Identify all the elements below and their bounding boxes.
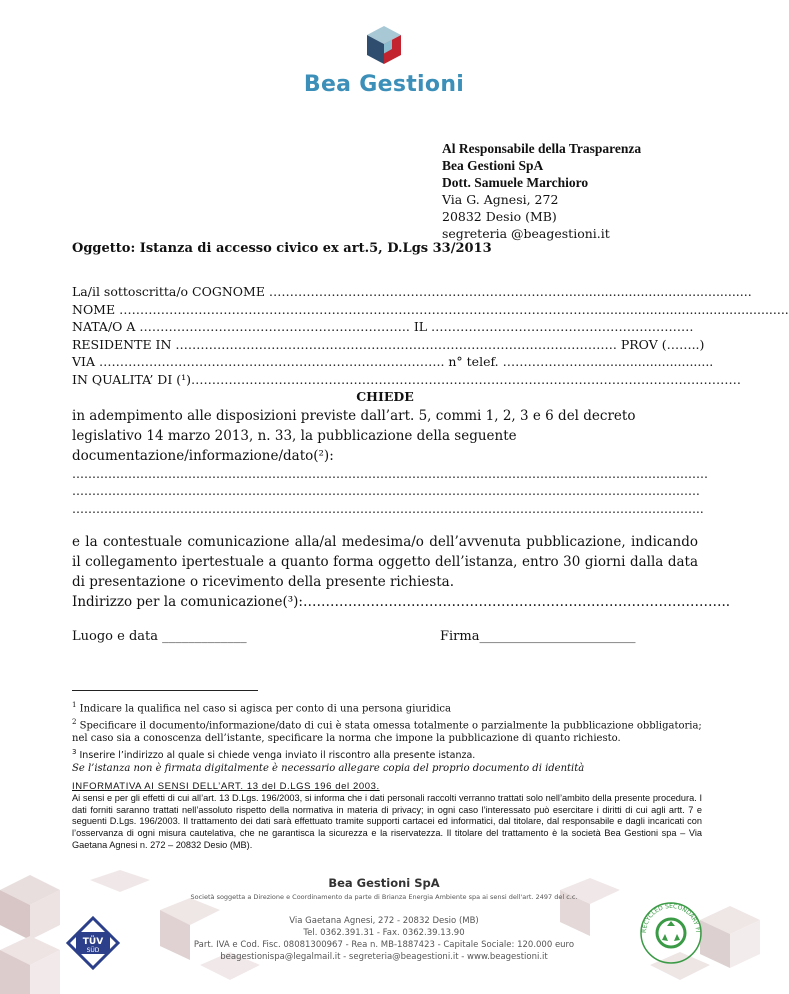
- dotted-line: …………………………………………………………………………………………………………………………………………..: [72, 501, 704, 516]
- qualita-field: IN QUALITA’ DI (¹)……………………………………………………………………………………………………………………: [72, 371, 742, 387]
- comunicazione-paragraph: [72, 532, 731, 612]
- applicant-form: [72, 283, 789, 518]
- privacy-title: INFORMATIVA AI SENSI DELL’ART. 13 del D.LGS 196 del 2003.: [72, 781, 380, 792]
- firma-field: Firma________________________: [440, 629, 636, 644]
- residente-field: RESIDENTE IN ……………………………………………………………………………………………. PROV (……..): [72, 336, 705, 352]
- comunicazione-text: e la contestuale comunicazione alla/al medesima/o dell’avvenuta pubblicazione, indicando il collegamento ipertestuale a quanto forma oggetto dell’istanza, entro 30 giorni dalla data di presentazione o ricevimento della presente richiesta.: [72, 534, 698, 590]
- nata-field: NATA/O A ……………………………………………………….. IL ………………………………………………………: [72, 319, 694, 334]
- indirizzo-field: Indirizzo per la comunicazione(³):…………………………………………………………………………………..: [72, 594, 731, 610]
- svg-text:RECYCLED SECONDARY FIBRES: RECYCLED SECONDARY FI: [640, 903, 702, 934]
- svg-text:TÜV: TÜV: [82, 937, 104, 947]
- privacy-text: Ai sensi e per gli effetti di cui all’art. 13 D.Lgs. 196/2003, si informa che i dati personali raccolti verranno trattati solo nell’ambito della presente procedura. I dati forniti saranno trattati nell’assoluto rispetto della normativa in materia di privacy; in ogni caso l’interessato può esercitare i diritti di cui agli artt. 7 e seguenti D.Lgs. 196/2003. Il trattamento dei dati sarà effettuato tramite supporti cartacei ed informatici, dal titolare, dal responsabile e dagli incaricati con l’osservanza di ogni misura cautelativa, che ne garantisca la sicurezza e la riservatezza. Il titolare del trattamento è la società Bea Gestioni spa – Via Gaetana Agnesi n. 272 – 20832 Desio (MB).: [72, 792, 702, 850]
- footer-company: Bea Gestioni SpA: [328, 876, 440, 890]
- company-logo: [0, 24, 768, 97]
- footnote-2: $^2$ Specificare il documento/informazione/dato di cui è stata omessa totalmente o parzialmente la pubblicazione obbligatoria; nel caso sia a conoscenza dell’istante, specificare la norma che impone la pubblicazione di quanto richiesto.: [72, 717, 702, 745]
- dotted-line: ……………………………………………………………………………………………………………………………………………: [72, 466, 708, 481]
- svg-text:SÜD: SÜD: [86, 947, 100, 954]
- via-field: VIA ……………………………………………………………………….. n° telef. …………………...............................: [72, 354, 714, 369]
- footnote-divider: [72, 690, 258, 691]
- nome-field: NOME …………………………………………………………………………………………………….................................................: [72, 301, 789, 317]
- footnotes: [72, 699, 702, 775]
- chiede-heading: CHIEDE: [356, 389, 414, 404]
- recipient-line: Al Responsabile della Trasparenza: [442, 141, 642, 156]
- chiede-paragraph: in adempimento alle disposizioni previste dall’art. 5, commi 1, 2, 3 e 6 del decreto legislativo 14 marzo 2013, n. 33, la pubblicazione della seguente documentazione/informazione/dato(²):: [72, 407, 636, 464]
- recipient-line: Dott. Samuele Marchioro: [442, 175, 589, 190]
- recipient-line: 20832 Desio (MB): [442, 209, 557, 224]
- recipient-email: segreteria @beagestioni.it: [442, 226, 610, 241]
- dotted-line: ………………………………………………………………………………………………………………………………………….: [72, 484, 700, 498]
- letterhead-footer: [0, 870, 768, 994]
- recipient-line: Via G. Agnesi, 272: [442, 192, 559, 207]
- logo-cube-icon: [364, 24, 404, 68]
- footnote-3: $^3$ Inserire l’indirizzo al quale si chiede venga inviato il riscontro alla presente istanza.: [72, 747, 476, 761]
- footer-subtitle: Società soggetta a Direzione e Coordinamento da parte di Brianza Energia Ambiente spa ai sensi dell'art. 2497 del c.c.: [190, 893, 578, 901]
- identity-note: Se l’istanza non è firmata digitalmente è necessario allegare copia del proprio documento di identità: [72, 763, 585, 774]
- privacy-notice: [72, 781, 702, 852]
- subject-heading: Oggetto: Istanza di accesso civico ex art.5, D.Lgs 33/2013: [72, 241, 492, 256]
- cognome-field: La/il sottoscritta/o COGNOME ………………………………………………………………..............................................: [72, 284, 752, 299]
- recipient-line: Bea Gestioni SpA: [442, 158, 544, 173]
- tuv-certification-icon: [66, 916, 120, 974]
- recipient-block: [442, 140, 641, 242]
- footer-phone: Tel. 0362.391.31 - Fax. 0362.39.13.90: [303, 928, 465, 938]
- footer-emails: beagestionispa@legalmail.it - segreteria@beagestioni.it - www.beagestioni.it: [220, 952, 548, 962]
- footnote-1: $^1$ Indicare la qualifica nel caso si agisca per conto di una persona giuridica: [72, 701, 451, 715]
- footer-piva: Part. IVA e Cod. Fisc. 08081300967 - Rea n. MB-1887423 - Capitale Sociale: 120.000 euro: [193, 940, 575, 950]
- recycled-fibres-icon: [636, 898, 706, 972]
- luogo-data-field: Luogo e data _____________: [72, 629, 247, 644]
- footer-address: Via Gaetana Agnesi, 272 - 20832 Desio (MB): [289, 916, 479, 926]
- logo-text: Bea Gestioni: [303, 72, 465, 97]
